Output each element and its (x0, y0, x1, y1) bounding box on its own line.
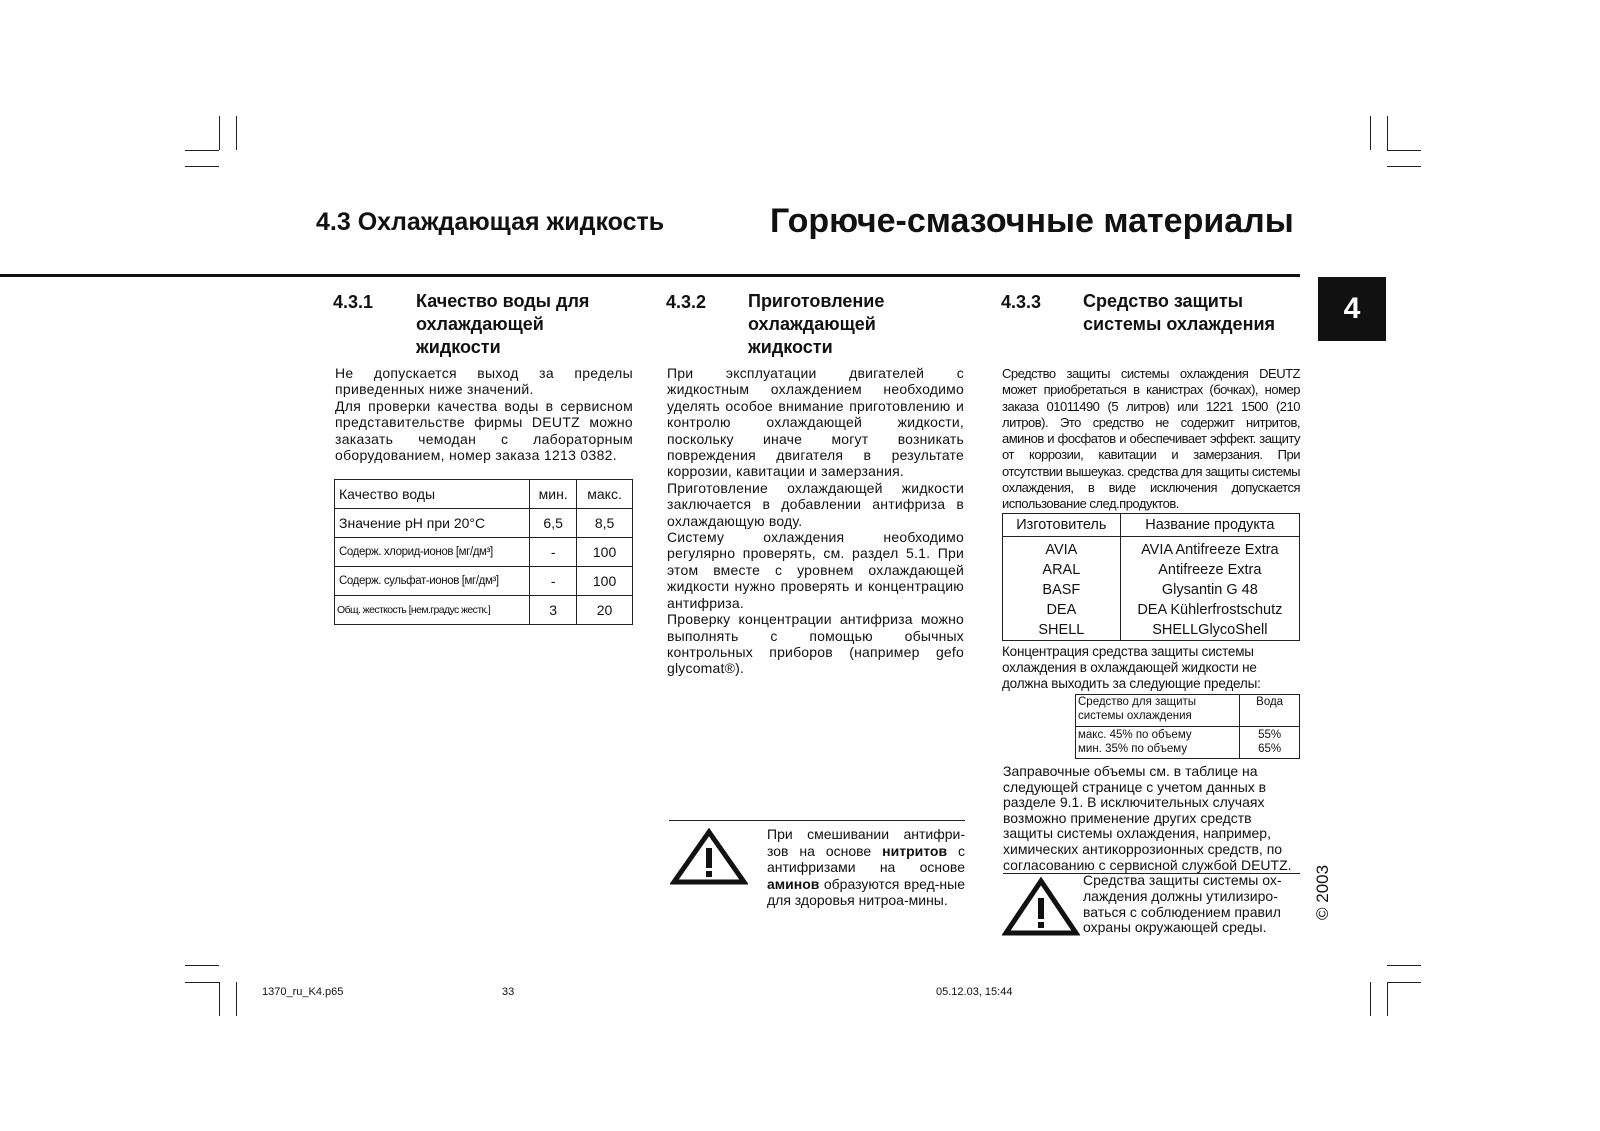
title-line: Приготовление (748, 291, 885, 311)
chapter-tab: 4 (1318, 277, 1386, 341)
concentration-table (1075, 694, 1300, 759)
title-line: жидкости (416, 337, 501, 357)
table-cell: DEA (1003, 600, 1121, 620)
crop-mark (185, 965, 219, 966)
paragraph: При эксплуатации двигателей с жидкостным охлаждением необходимо уделять особое внимание приготовлению и контролю охлаждающей жидкости, поскольку иначе могут возникать повреждения двигателя в результате коррозии, кавитации и замерзания. (667, 365, 964, 480)
table-cell: - (530, 567, 577, 596)
warning-icon (670, 828, 748, 886)
chapter-title: Горюче-смазочные материалы (770, 202, 1294, 240)
footer-date: 05.12.03, 15:44 (936, 986, 1013, 998)
title-line: жидкости (748, 337, 833, 357)
table-cell: Общ. жесткость [нем.градус жестк.] (335, 596, 530, 625)
crop-mark (1387, 166, 1421, 167)
paragraph: Для проверки качества воды в сервисном представительстве фирмы DEUTZ можно заказать чемодан с лабораторным оборудованием, номер заказа 1213 0382. (335, 397, 633, 464)
warning-text: При смешивании антифри-зов на основе (767, 826, 965, 859)
table-cell: макс. 45% по объему (1076, 727, 1240, 743)
table-row (335, 538, 633, 567)
table-header-cell: Название продукта (1120, 514, 1299, 537)
warning-text: образуются вред-ные для здоровья нитроа-мины. (767, 875, 965, 908)
disposal-warning: Средства защиты системы ох-лаждения должны утилизиро-ваться с соблюдением правил охраны окружающей среды. (1083, 872, 1282, 936)
crop-mark (1387, 965, 1421, 966)
table-cell: SHELL (1003, 620, 1121, 641)
col1-text (335, 365, 633, 463)
section-title: 4.3 Охлаждающая жидкость (316, 208, 665, 236)
table-row (1076, 727, 1300, 743)
table-header-row (1003, 514, 1300, 537)
paragraph: Проверку концентрации антифриза можно выполнять с помощью обычных контрольных приборов (например gefo glycomat®). (667, 611, 964, 677)
warning-bold: аминов (767, 875, 820, 892)
table-cell: - (530, 538, 577, 567)
title-line: охлаждающей (416, 314, 544, 334)
table-cell: SHELLGlycoShell (1120, 620, 1299, 641)
table-row (335, 509, 633, 538)
table-cell: Содерж. сульфат-ионов [мг/дм³] (335, 567, 530, 596)
table-row (1003, 537, 1300, 561)
paragraph: Приготовление охлаждающей жидкости заключается в добавлении антифриза в охлаждающую воду. (667, 479, 964, 529)
subsection-number: 4.3.3 (1001, 292, 1042, 312)
table-cell: мин. 35% по объему (1076, 742, 1240, 759)
crop-mark (185, 166, 219, 167)
table-row (1076, 742, 1300, 759)
table-cell: 100 (577, 567, 633, 596)
footer-page: 33 (502, 986, 515, 998)
crop-mark (185, 150, 219, 151)
warning-rule (669, 820, 965, 821)
table-header-cell: Средство для защиты системы охлаждения (1076, 695, 1240, 727)
table-header-row (335, 480, 633, 509)
paragraph: Систему охлаждения необходимо регулярно проверять, см. раздел 5.1. При этом вместе с уровнем охлаждающей жидкости нужно проверять и концентрацию антифриза. (667, 529, 964, 611)
table-cell: BASF (1003, 580, 1121, 600)
crop-mark (1370, 982, 1371, 1016)
table-header-cell: Качество воды (335, 480, 530, 509)
title-line: Средство защиты (1083, 291, 1244, 311)
table-header-cell: Вода (1240, 695, 1300, 727)
manufacturers-table (1002, 513, 1300, 641)
table-row (1003, 600, 1300, 620)
crop-mark (219, 982, 220, 1016)
crop-mark (185, 982, 219, 983)
table-header-cell: макс. (577, 480, 633, 509)
table-cell: Содерж. хлорид-ионов [мг/дм³] (335, 538, 530, 567)
table-cell: Значение pH при 20°C (335, 509, 530, 538)
concentration-text: Концентрация средства защиты системы охлаждения в охлаждающей жидкости не должна выходить за следующие пределы: (1002, 644, 1261, 691)
table-cell: 8,5 (577, 509, 633, 538)
nitrite-warning (767, 826, 965, 909)
table-cell: 100 (577, 538, 633, 567)
subsection-title (748, 290, 884, 359)
title-line: Качество воды для (416, 291, 590, 311)
table-row (1003, 580, 1300, 600)
subsection-title (416, 290, 589, 359)
col2-text (667, 365, 964, 677)
table-header-row (1076, 695, 1300, 727)
crop-mark (1387, 982, 1421, 983)
paragraph: Не допускается выход за пределы приведенных ниже значений. (335, 365, 633, 398)
table-cell: 6,5 (530, 509, 577, 538)
table-row (335, 567, 633, 596)
table-header-cell: Изготовитель (1003, 514, 1121, 537)
table-cell: 65% (1240, 742, 1300, 759)
col3-text: Средство защиты системы охлаждения DEUTZ может приобретаться в канистрах (бочках), номер заказа 01011490 (5 литров) или 1221 1500 (210 литров). Это средство не содержит нитритов, аминов и фосфатов и обеспечивает эффект. защиту от коррозии, кавитации и замерзания. При отсутствии вышеуказ. средства для защиты системы охлаждения, в виде исключения допускается использование след.продуктов. (1002, 366, 1300, 512)
table-cell: 55% (1240, 727, 1300, 743)
table-cell: DEA Kühlerfrostschutz (1120, 600, 1299, 620)
table-cell: AVIA (1003, 537, 1121, 561)
warning-bold: нитритов (882, 842, 948, 859)
table-cell: ARAL (1003, 560, 1121, 580)
table-header-cell: мин. (530, 480, 577, 509)
table-cell: 20 (577, 596, 633, 625)
water-quality-table (334, 479, 633, 625)
crop-mark (1387, 116, 1388, 150)
table-row (335, 596, 633, 625)
table-row (1003, 620, 1300, 641)
warning-text: с антифризами на основе (767, 842, 966, 875)
subsection-number: 4.3.2 (666, 292, 707, 312)
crop-mark (1370, 116, 1371, 150)
table-cell: Glysantin G 48 (1120, 580, 1299, 600)
crop-mark (236, 982, 237, 1016)
subsection-title (1083, 290, 1275, 336)
crop-mark (1387, 982, 1388, 1016)
fill-volume-text: Заправочные объемы см. в таблице на следующей странице с учетом данных в разделе 9.1. В исключительных случаях возможно применение других средств защиты системы охлаждения, например, химических антикоррозионных средств, по согласованию с сервисной службой DEUTZ. (1003, 763, 1292, 873)
crop-mark (219, 116, 220, 150)
table-cell: 3 (530, 596, 577, 625)
crop-mark (1387, 150, 1421, 151)
header-rule (0, 274, 1300, 277)
title-line: охлаждающей (748, 314, 876, 334)
subsection-number: 4.3.1 (333, 292, 374, 312)
warning-icon (1002, 877, 1080, 937)
title-line: системы охлаждения (1083, 314, 1276, 334)
table-cell: Antifreeze Extra (1120, 560, 1299, 580)
crop-mark (236, 116, 237, 150)
footer-file: 1370_ru_K4.p65 (262, 986, 344, 998)
table-row (1003, 560, 1300, 580)
table-cell: AVIA Antifreeze Extra (1120, 537, 1299, 561)
copyright: © 2003 (1313, 864, 1332, 920)
